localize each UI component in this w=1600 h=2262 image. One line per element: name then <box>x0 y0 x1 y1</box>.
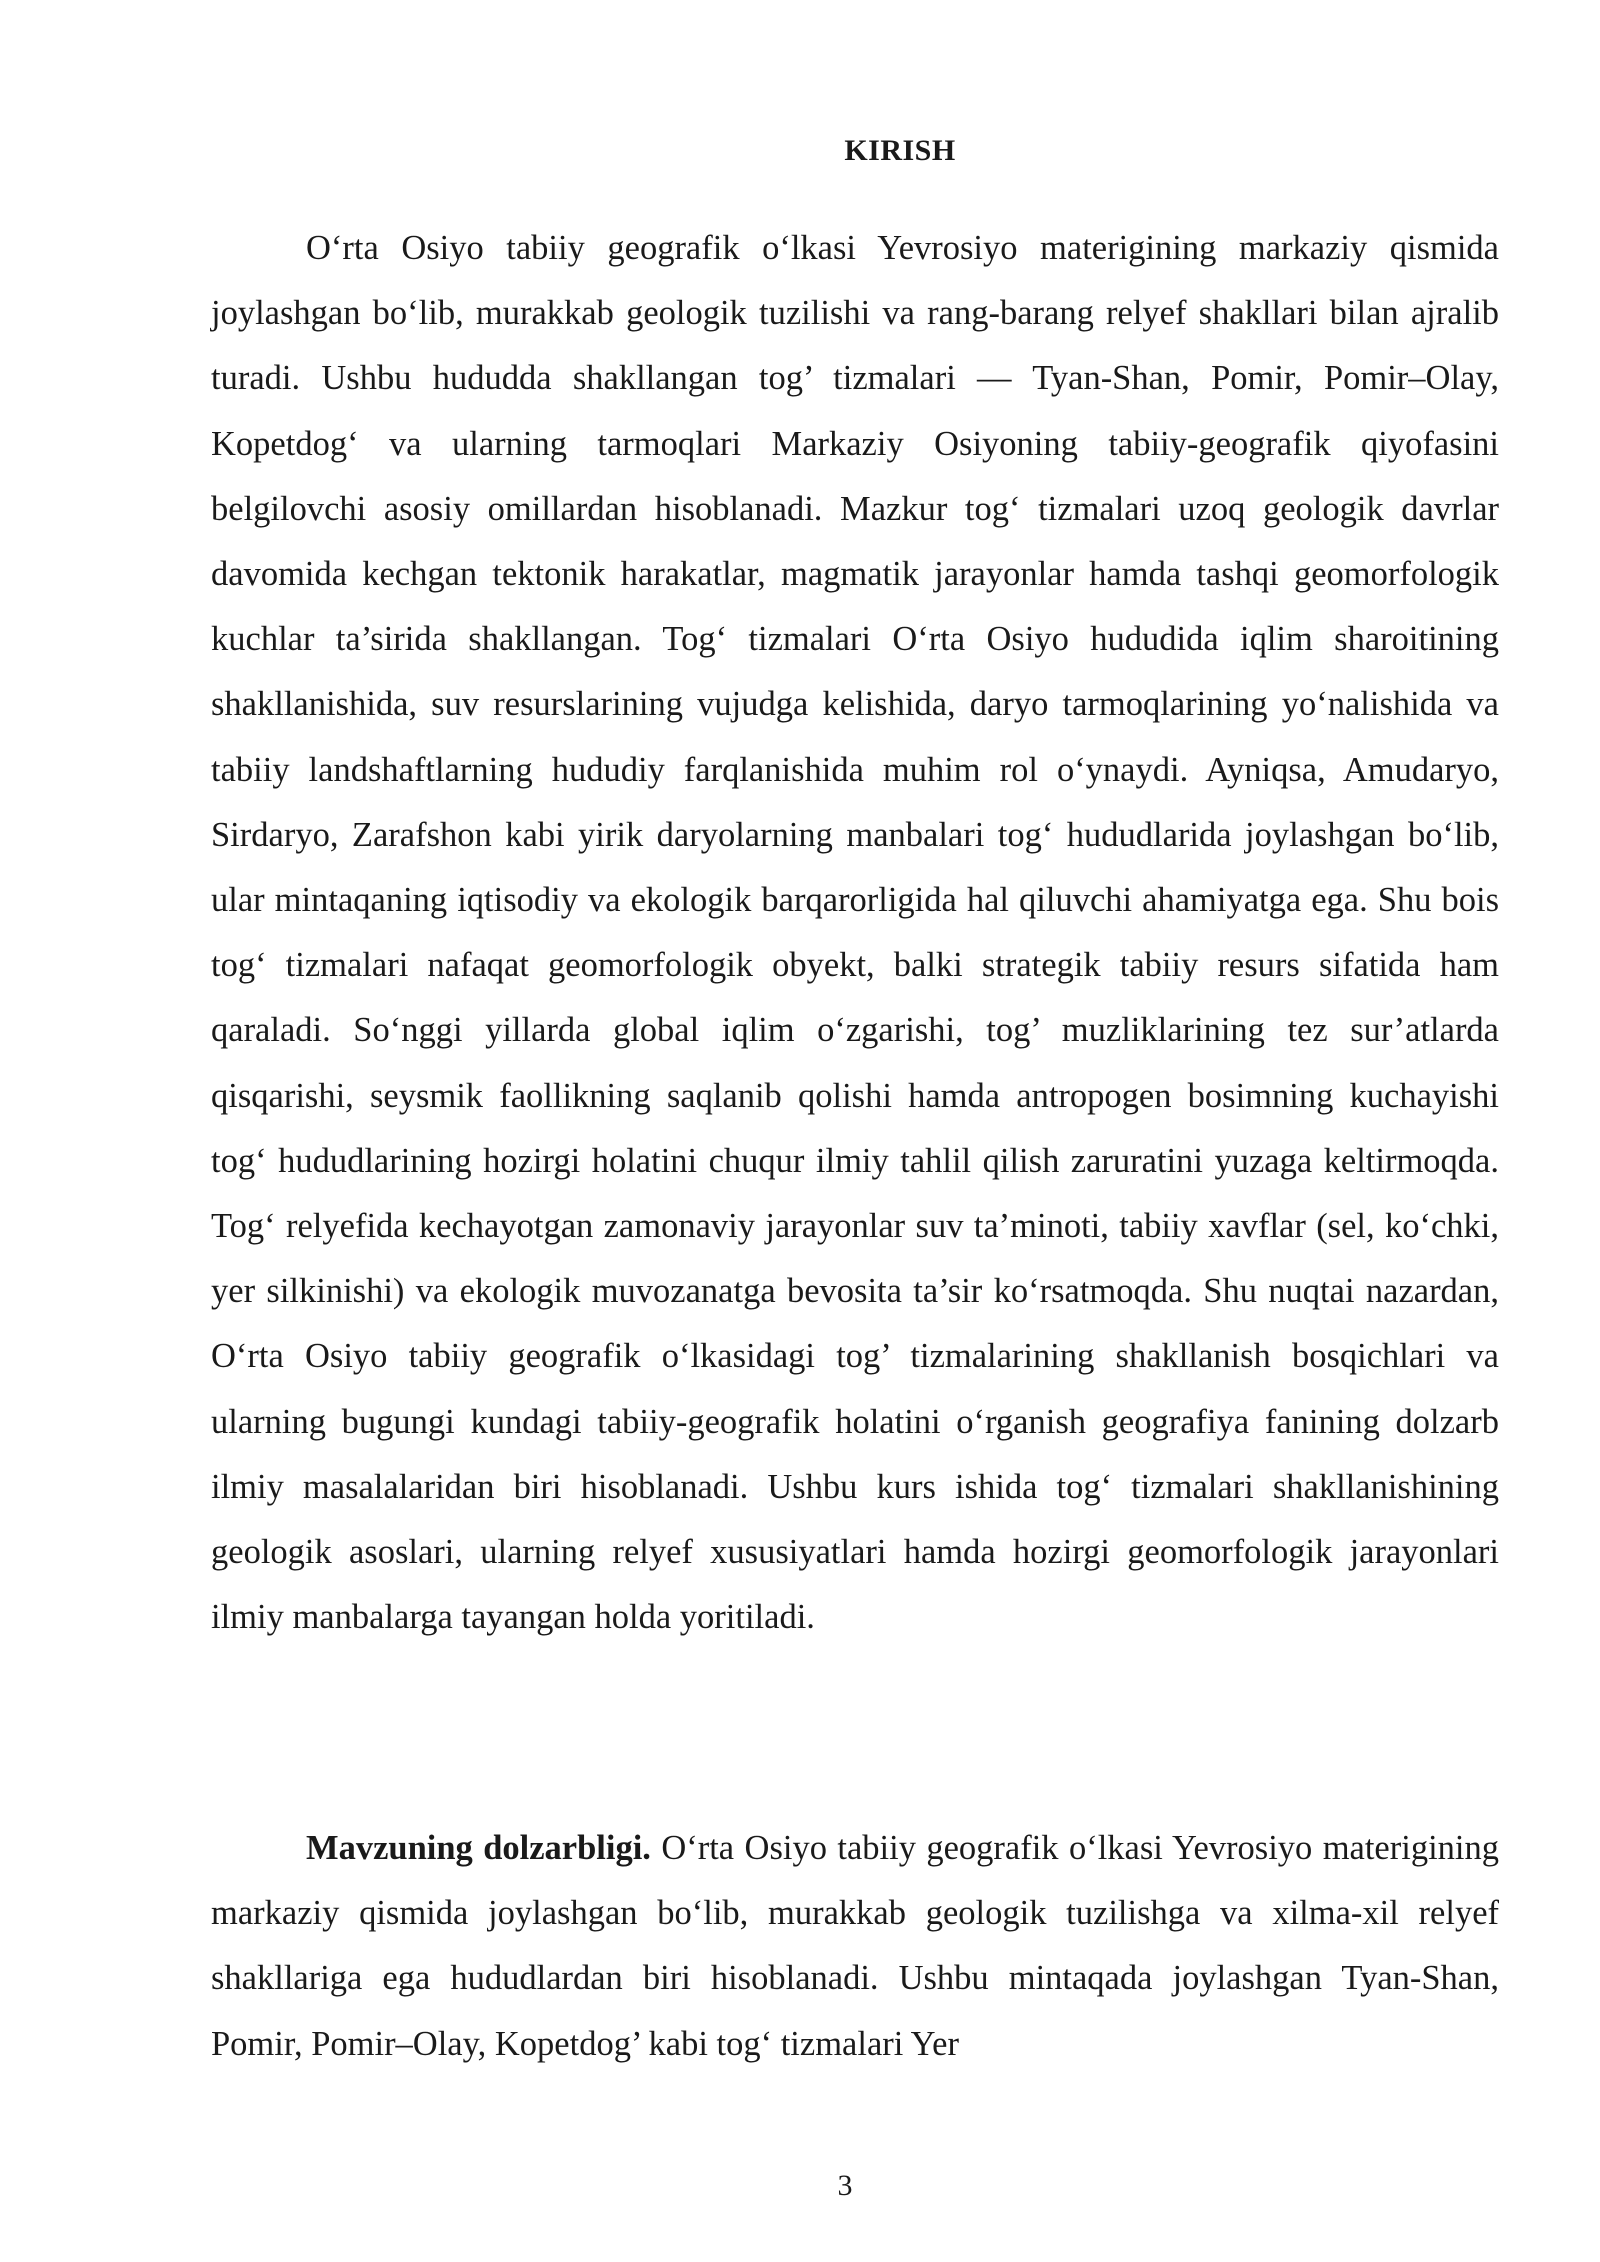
section-heading: KIRISH <box>844 134 956 167</box>
intro-paragraph: O‘rta Osiyo tabiiy geografik o‘lkasi Yevrosiyo materigining markaziy qismida joylashgan bo‘lib, murakkab geologik tuzilishi va rang-barang relyef shakllari bilan ajralib turadi. Ushbu hududda shakllangan tog’ tizmalari — Tyan-Shan, Pomir, Pomir–Olay, Kopetdog‘ va ularning tarmoqlari Markaziy Osiyoning tabiiy-geografik qiyofasini belgilovchi asosiy omillardan hisoblanadi. Mazkur tog‘ tizmalari uzoq geologik davrlar davomida kechgan tektonik harakatlar, magmatik jarayonlar hamda tashqi geomorfologik kuchlar ta’sirida shakllangan. Tog‘ tizmalari O‘rta Osiyo hududida iqlim sharoitining shakllanishida, suv resurslarining vujudga kelishida, daryo tarmoqlarining yo‘nalishida va tabiiy landshaftlarning hududiy farqlanishida muhim rol o‘ynaydi. Ayniqsa, Amudaryo, Sirdaryo, Zarafshon kabi yirik daryolarning manbalari tog‘ hududlarida joylashgan bo‘lib, ular mintaqaning iqtisodiy va ekologik barqarorligida hal qiluvchi ahamiyatga ega. Shu bois tog‘ tizmalari nafaqat geomorfologik obyekt, balki strategik tabiiy resurs sifatida ham qaraladi. So‘nggi yillarda global iqlim o‘zgarishi, tog’ muzliklarining tez sur’atlarda qisqarishi, seysmik faollikning saqlanib qolishi hamda antropogen bosimning kuchayishi tog‘ hududlarining hozirgi holatini chuqur ilmiy tahlil qilish zaruratini yuzaga keltirmoqda. Tog‘ relyefida kechayotgan zamonaviy jarayonlar suv ta’minoti, tabiiy xavflar (sel, ko‘chki, yer silkinishi) va ekologik muvozanatga bevosita ta’sir ko‘rsatmoqda. Shu nuqtai nazardan, O‘rta Osiyo tabiiy geografik o‘lkasidagi tog’ tizmalarining shakllanish bosqichlari va ularning bugungi kundagi tabiiy-geografik holatini o‘rganish geografiya fanining dolzarb ilmiy masalalaridan biri hisoblanadi. Ushbu kurs ishida tog‘ tizmalari shakllanishining geologik asoslari, ularning relyef xususiyatlari hamda hozirgi geomorfologik jarayonlari ilmiy manbalarga tayangan holda yoritiladi. <box>211 229 1499 1637</box>
relevance-lead: Mavzuning dolzarbligi. <box>306 1829 651 1867</box>
relevance-text: O‘rta Osiyo tabiiy geografik o‘lkasi Yevrosiyo materigining markaziy qismida joylashgan bo‘lib, murakkab geologik tuzilishga va xilma-xil relyef shakllariga ega hududlardan biri hisoblanadi. Ushbu mintaqada joylashgan Tyan-Shan, Pomir, Pomir–Olay, Kopetdog’ kabi tog‘ tizmalari Yer <box>211 1829 1499 2063</box>
relevance-paragraph <box>211 1816 1499 2077</box>
page-number: 3 <box>837 2169 853 2202</box>
